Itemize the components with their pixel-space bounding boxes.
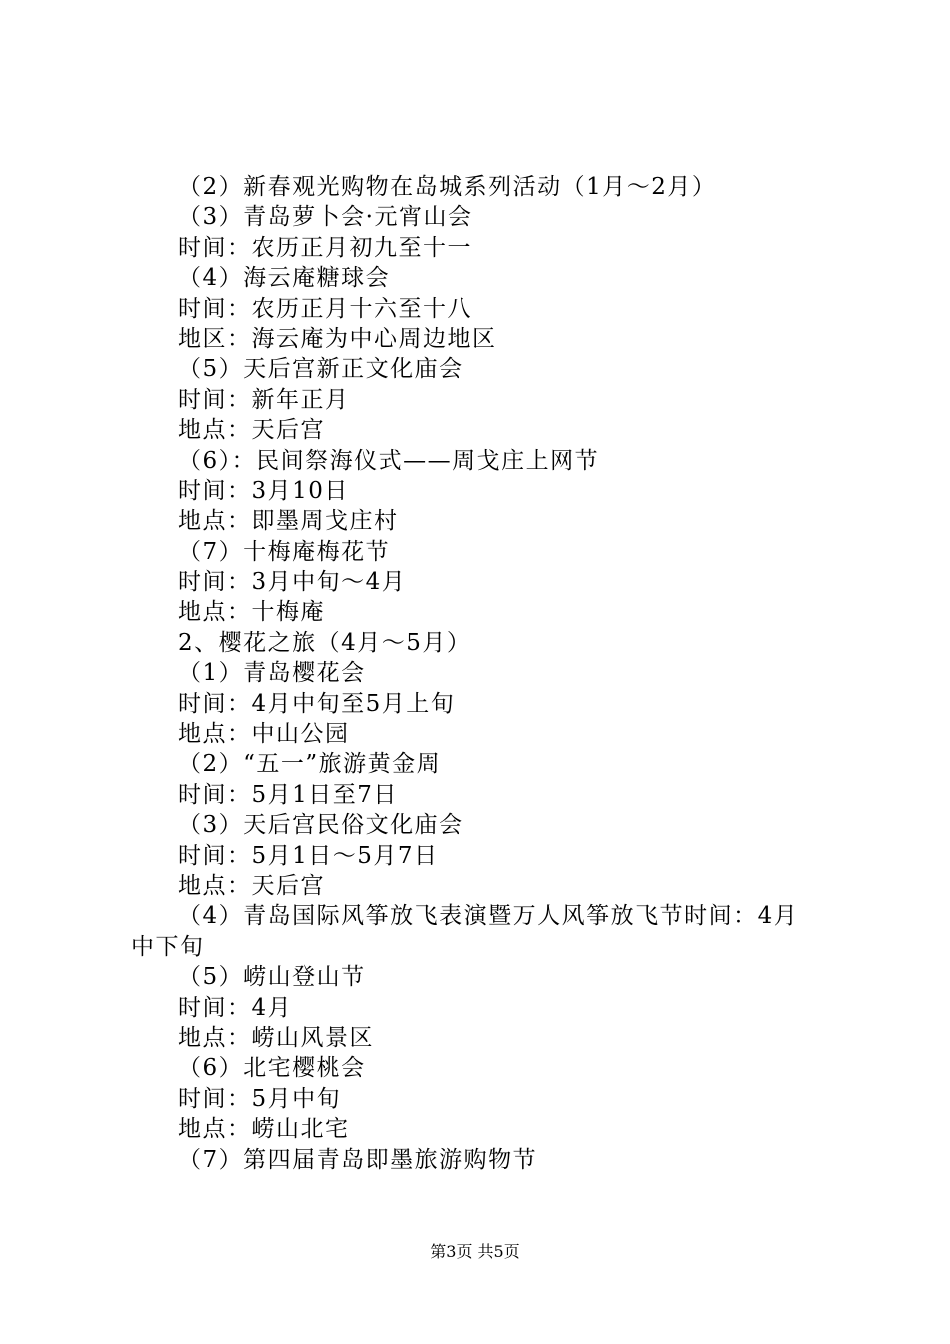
paragraph-line: （5）崂山登山节 (178, 964, 366, 991)
paragraph-line: 时间：4月 (178, 994, 293, 1021)
paragraph-line: （7）第四届青岛即墨旅游购物节 (178, 1146, 538, 1173)
paragraph-line: 时间：5月中旬 (178, 1085, 342, 1112)
paragraph-line: 地区：海云庵为中心周边地区 (178, 325, 497, 352)
paragraph-line: （1）青岛樱花会 (178, 660, 366, 687)
paragraph-line: （4）海云庵糖球会 (178, 265, 391, 292)
paragraph-line: （3）天后宫民俗文化庙会 (178, 812, 464, 839)
paragraph-line: （6）：民间祭海仪式——周戈庄上网节 (178, 447, 600, 474)
paragraph-line: 地点：十梅庵 (178, 599, 325, 626)
paragraph-line: 时间：农历正月初九至十一 (178, 234, 472, 261)
paragraph-line: 时间：农历正月十六至十八 (178, 295, 472, 322)
paragraph-line: （3）青岛萝卜会·元宵山会 (178, 204, 473, 231)
paragraph-line: 地点：天后宫 (178, 872, 325, 899)
paragraph-line: 地点：中山公园 (178, 721, 350, 748)
paragraph-line: （2）“五一”旅游黄金周 (178, 751, 442, 778)
paragraph-line: 时间：4月中旬至5月上旬 (178, 690, 456, 717)
paragraph-line-continued: 中下旬 (131, 933, 205, 960)
paragraph-line: （5）天后宫新正文化庙会 (178, 356, 464, 383)
paragraph-line: 地点：崂山北宅 (178, 1116, 350, 1143)
paragraph-line: 地点：即墨周戈庄村 (178, 508, 399, 535)
paragraph-line: 时间：5月1日至7日 (178, 781, 398, 808)
section-heading: 2、樱花之旅（4月～5月） (178, 629, 472, 656)
paragraph-line: 时间：新年正月 (178, 386, 350, 413)
paragraph-line: （4）青岛国际风筝放飞表演暨万人风筝放飞节时间：4月 (178, 903, 799, 930)
document-body (0, 172, 950, 1175)
paragraph-line: 时间：5月1日～5月7日 (178, 842, 439, 869)
page-footer: 第3页 共5页 (430, 1242, 520, 1261)
paragraph-line: 时间：3月10日 (178, 477, 349, 504)
paragraph-line: （2）新春观光购物在岛城系列活动（1月～2月） (178, 174, 717, 200)
paragraph-line: 地点：崂山风景区 (178, 1024, 374, 1051)
paragraph-line: 地点：天后宫 (178, 417, 325, 444)
paragraph-line: （7）十梅庵梅花节 (178, 538, 391, 565)
paragraph-line: 时间：3月中旬～4月 (178, 569, 407, 596)
paragraph-line: （6）北宅樱桃会 (178, 1055, 366, 1082)
